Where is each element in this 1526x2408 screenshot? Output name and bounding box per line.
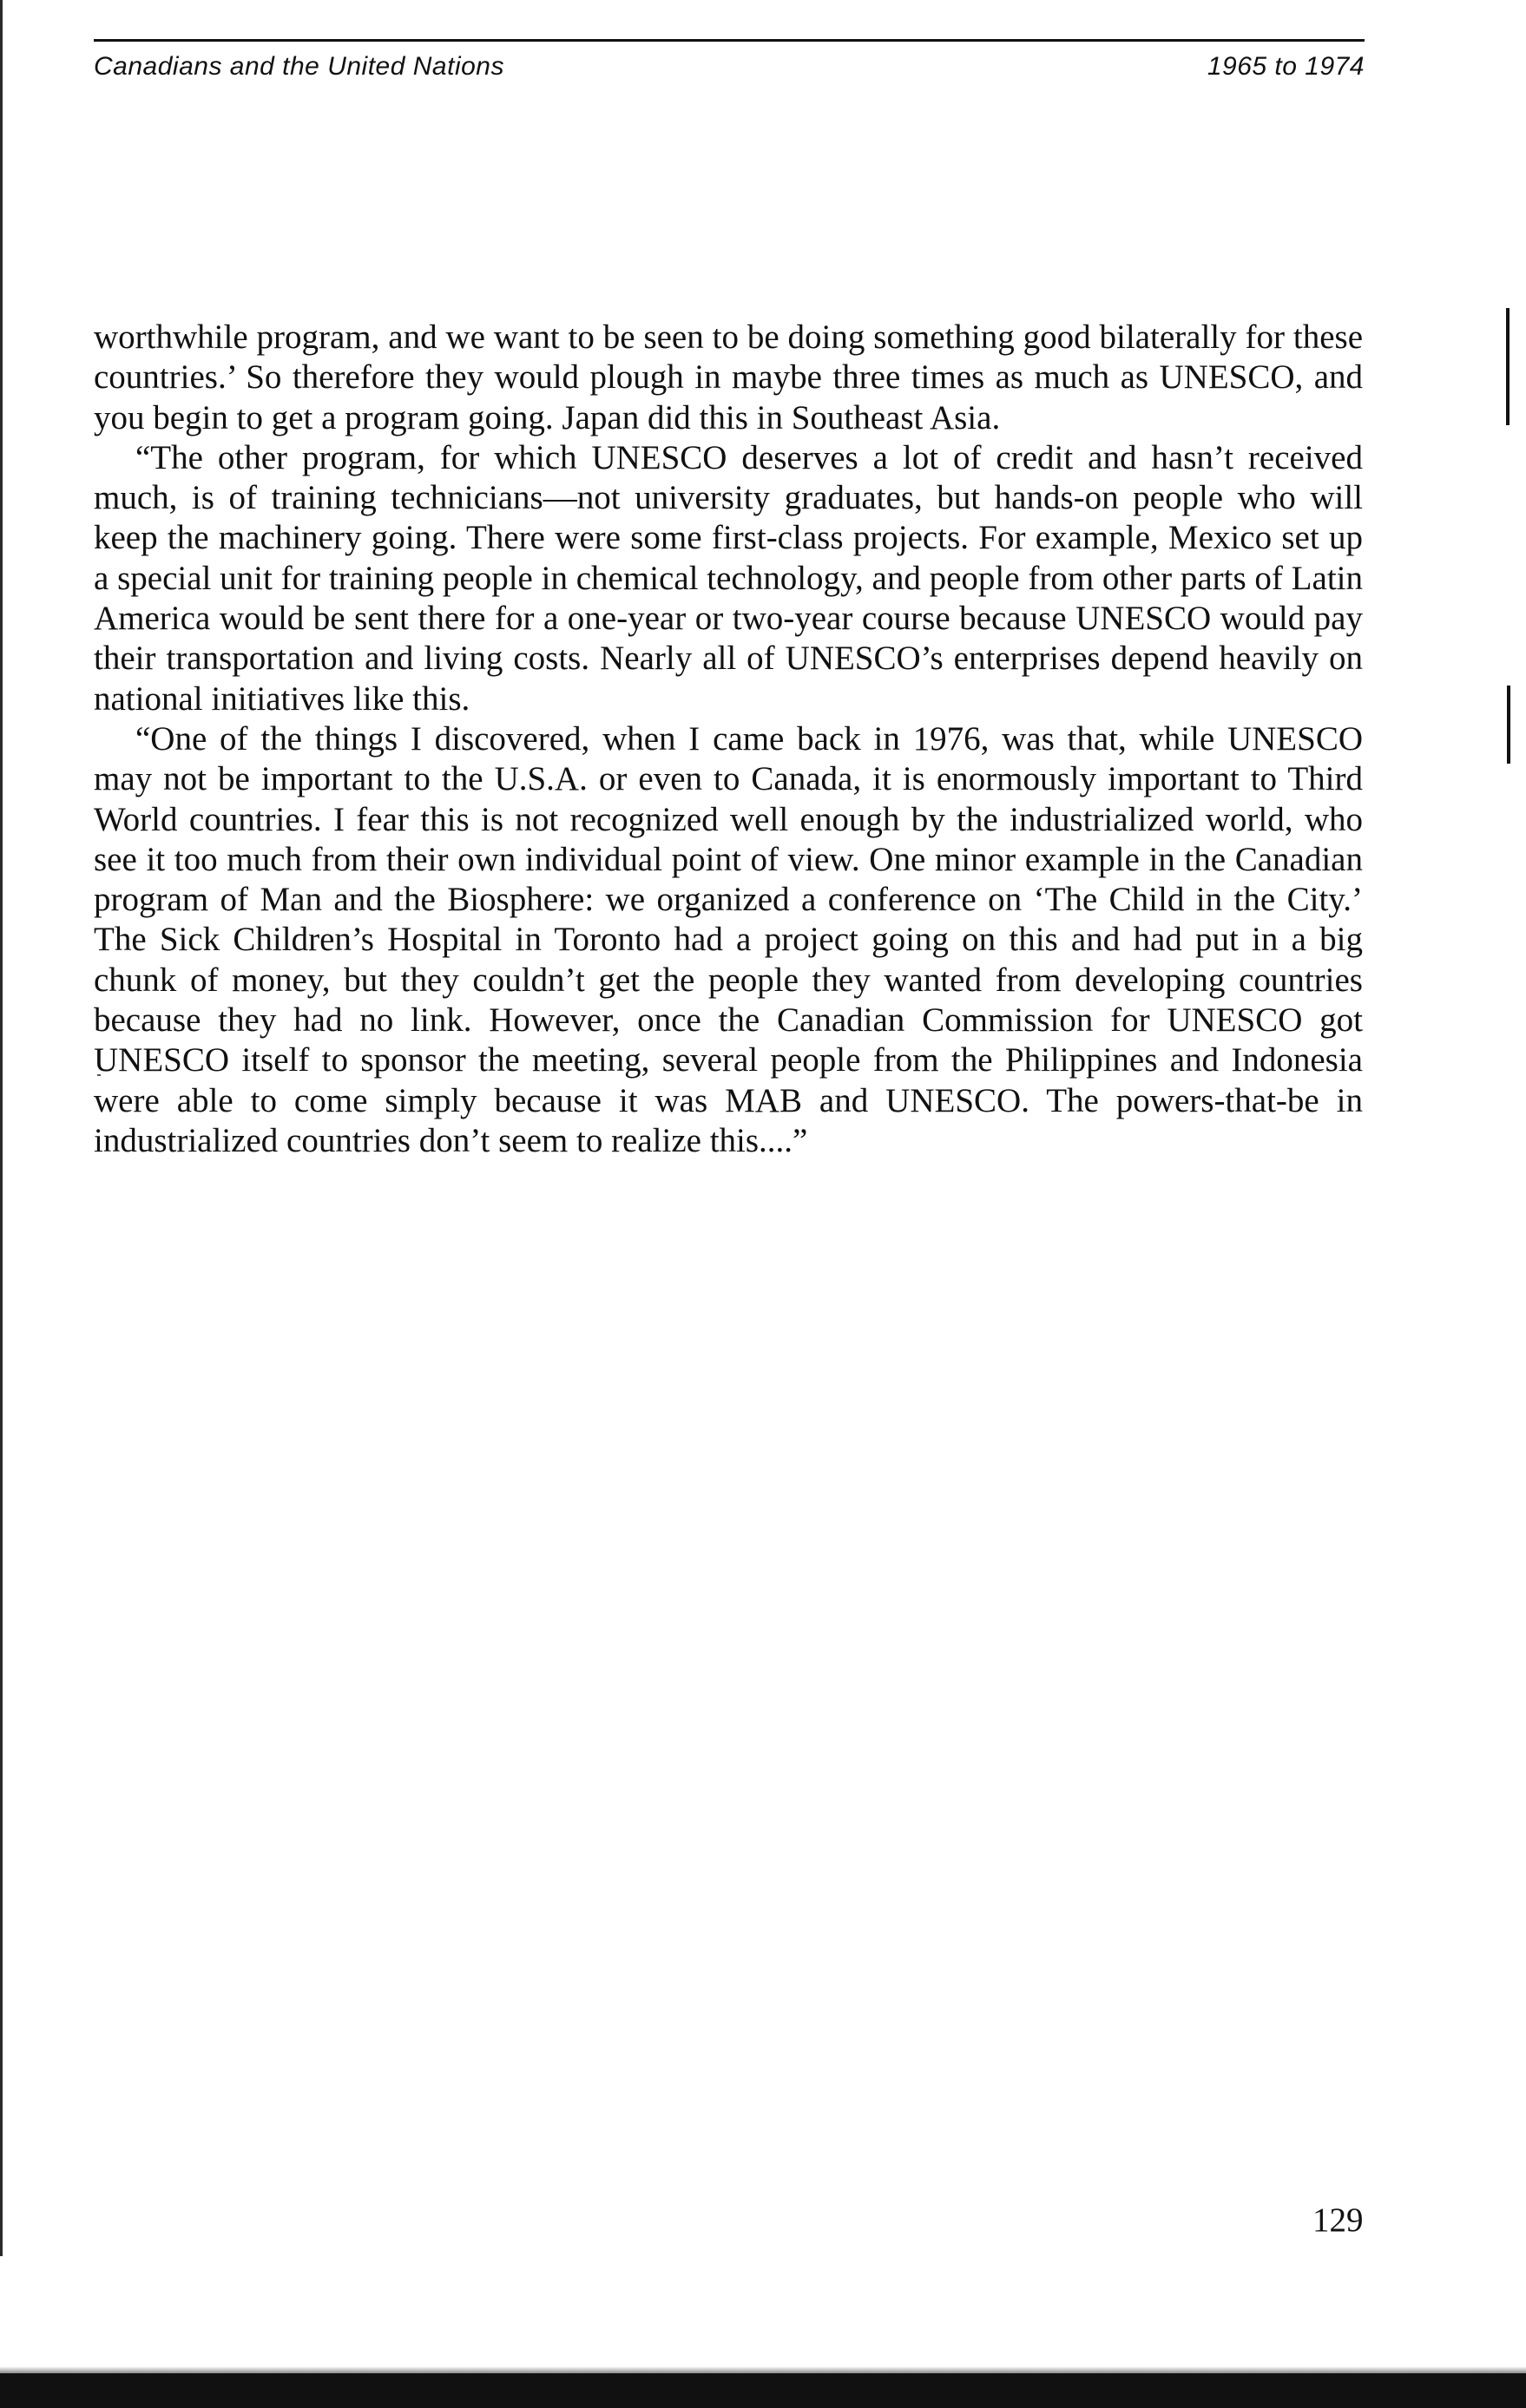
running-head [94,39,1365,82]
running-head-title: Canadians and the United Nations [94,52,504,81]
scan-left-edge [0,0,3,2256]
scan-bottom-edge [0,2373,1526,2408]
body-text [94,318,1363,1161]
page-number: 129 [1312,2201,1364,2239]
margin-change-bar [1506,308,1510,425]
paragraph: “The other program, for which UNESCO deserves a lot of credit and hasn’t received much, is of training technicians—not university graduates, but hands-on people who will keep the machinery going. There were some first-class projects. For example, Mexico set up a special unit for training people in chemical technology, and people from other parts of Latin America would be sent there for a one-year or two-year course because UNESCO would pay their transportation and living costs. Nearly all of UNESCO’s enterprises depend heavily on national initiatives like this. [94,438,1363,718]
paragraph: worthwhile program, and we want to be seen to be doing something good bilaterally for these countries.’ So therefore they would plough in maybe three times as much as UNESCO, and you begin to get a program going. Japan did this in Southeast Asia. [94,318,1363,436]
margin-change-bar [1507,686,1510,764]
running-head-years: 1965 to 1974 [1207,52,1365,81]
paragraph: “One of the things I discovered, when I came back in 1976, was that, while UNESCO may not be important to the U.S.A. or even to Canada, it is enormously important to Third World countries. I fear this is not recognized well enough by the industrialized world, who see it too much from their own individual point of view. One minor example in the Canadian program of Man and the Biosphere: we organized a conference on ‘The Child in the City.’ The Sick Children’s Hospital in Toronto had a project going on this and had put in a big chunk of money, but they couldn’t get the people they wanted from developing countries because they had no link. However, once the Canadian Commission for UNESCO got UNESCO itself to sponsor the meeting, several people from the Philippines and Indonesia were able to come simply because it was MAB and UNESCO. The powers-that-be in industrialized countries don’t seem to realize this....” [94,719,1363,1159]
